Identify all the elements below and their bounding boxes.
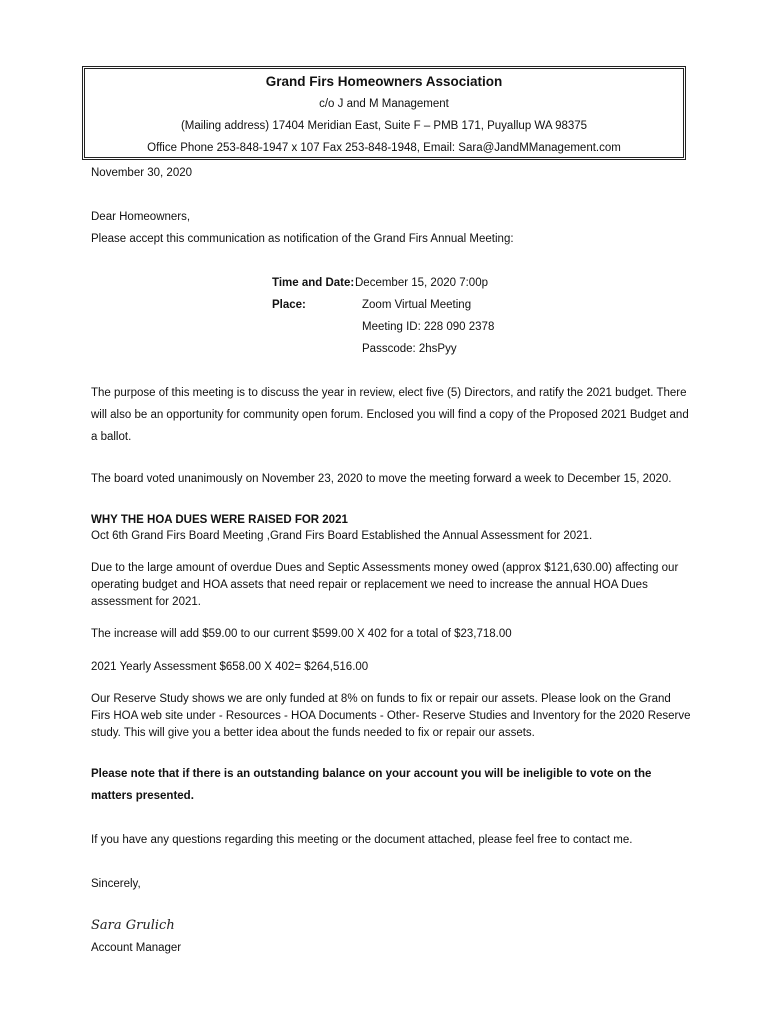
letterhead-box	[82, 66, 686, 160]
signer-title: Account Manager	[91, 942, 182, 954]
dues-heading: WHY THE HOA DUES WERE RAISED FOR 2021	[91, 514, 348, 526]
intro-text: Please accept this communication as notification of the Grand Firs Annual Meeting:	[91, 233, 514, 245]
reserve-paragraph: Our Reserve Study shows we are only funded at 8% on funds to fix or repair our assets. Please look on the Grand Firs HOA web site under - Resources - HOA Documents - Other- Reserve Studies and Inventory for the 2020 Reserve study. This will give you a better idea about the funds needed to fix or repair our assets.	[91, 693, 691, 739]
contact-line: Office Phone 253-848-1947 x 107 Fax 253-848-1948, Email: Sara@JandMManagement.com	[147, 142, 621, 154]
time-value: December 15, 2020 7:00p	[355, 277, 488, 289]
letter-date: November 30, 2020	[91, 167, 193, 179]
yearly-assessment: 2021 Yearly Assessment $658.00 X 402= $264,516.00	[91, 661, 369, 673]
time-label: Time and Date:	[272, 277, 355, 289]
questions-text: If you have any questions regarding this meeting or the document attached, please feel free to contact me.	[91, 834, 633, 846]
dues-reason-paragraph: Due to the large amount of overdue Dues and Septic Assessments money owed (approx $121,630.00) affecting our operating budget and HOA assets that need repair or replacement we need to increase the annual HOA Dues assessment for 2021.	[91, 562, 679, 608]
care-of-line: c/o J and M Management	[319, 98, 449, 110]
voting-note: Please note that if there is an outstanding balance on your account you will be ineligible to vote on the matters presented.	[91, 768, 652, 802]
purpose-paragraph: The purpose of this meeting is to discuss the year in review, elect five (5) Directors, and ratify the 2021 budget. There will also be an opportunity for community open forum. Enclosed you will find a copy of the Proposed 2021 Budget and a ballot.	[91, 387, 689, 443]
increase-text: The increase will add $59.00 to our current $599.00 X 402 for a total of $23,718.00	[91, 628, 512, 640]
greeting: Dear Homeowners,	[91, 211, 191, 223]
dues-board-meeting: Oct 6th Grand Firs Board Meeting ,Grand Firs Board Established the Annual Assessment for 2021.	[91, 530, 593, 542]
closing: Sincerely,	[91, 878, 141, 890]
meeting-id: Meeting ID: 228 090 2378	[362, 321, 495, 333]
passcode: Passcode: 2hsPyy	[362, 343, 457, 355]
association-name: Grand Firs Homeowners Association	[265, 74, 503, 89]
board-vote-text: The board voted unanimously on November 23, 2020 to move the meeting forward a week to December 15, 2020.	[91, 473, 672, 485]
place-label: Place:	[272, 299, 306, 311]
place-value: Zoom Virtual Meeting	[362, 299, 472, 311]
signature: Sara Grulich	[91, 918, 175, 933]
mailing-address: (Mailing address) 17404 Meridian East, Suite F – PMB 171, Puyallup WA 98375	[180, 120, 588, 132]
